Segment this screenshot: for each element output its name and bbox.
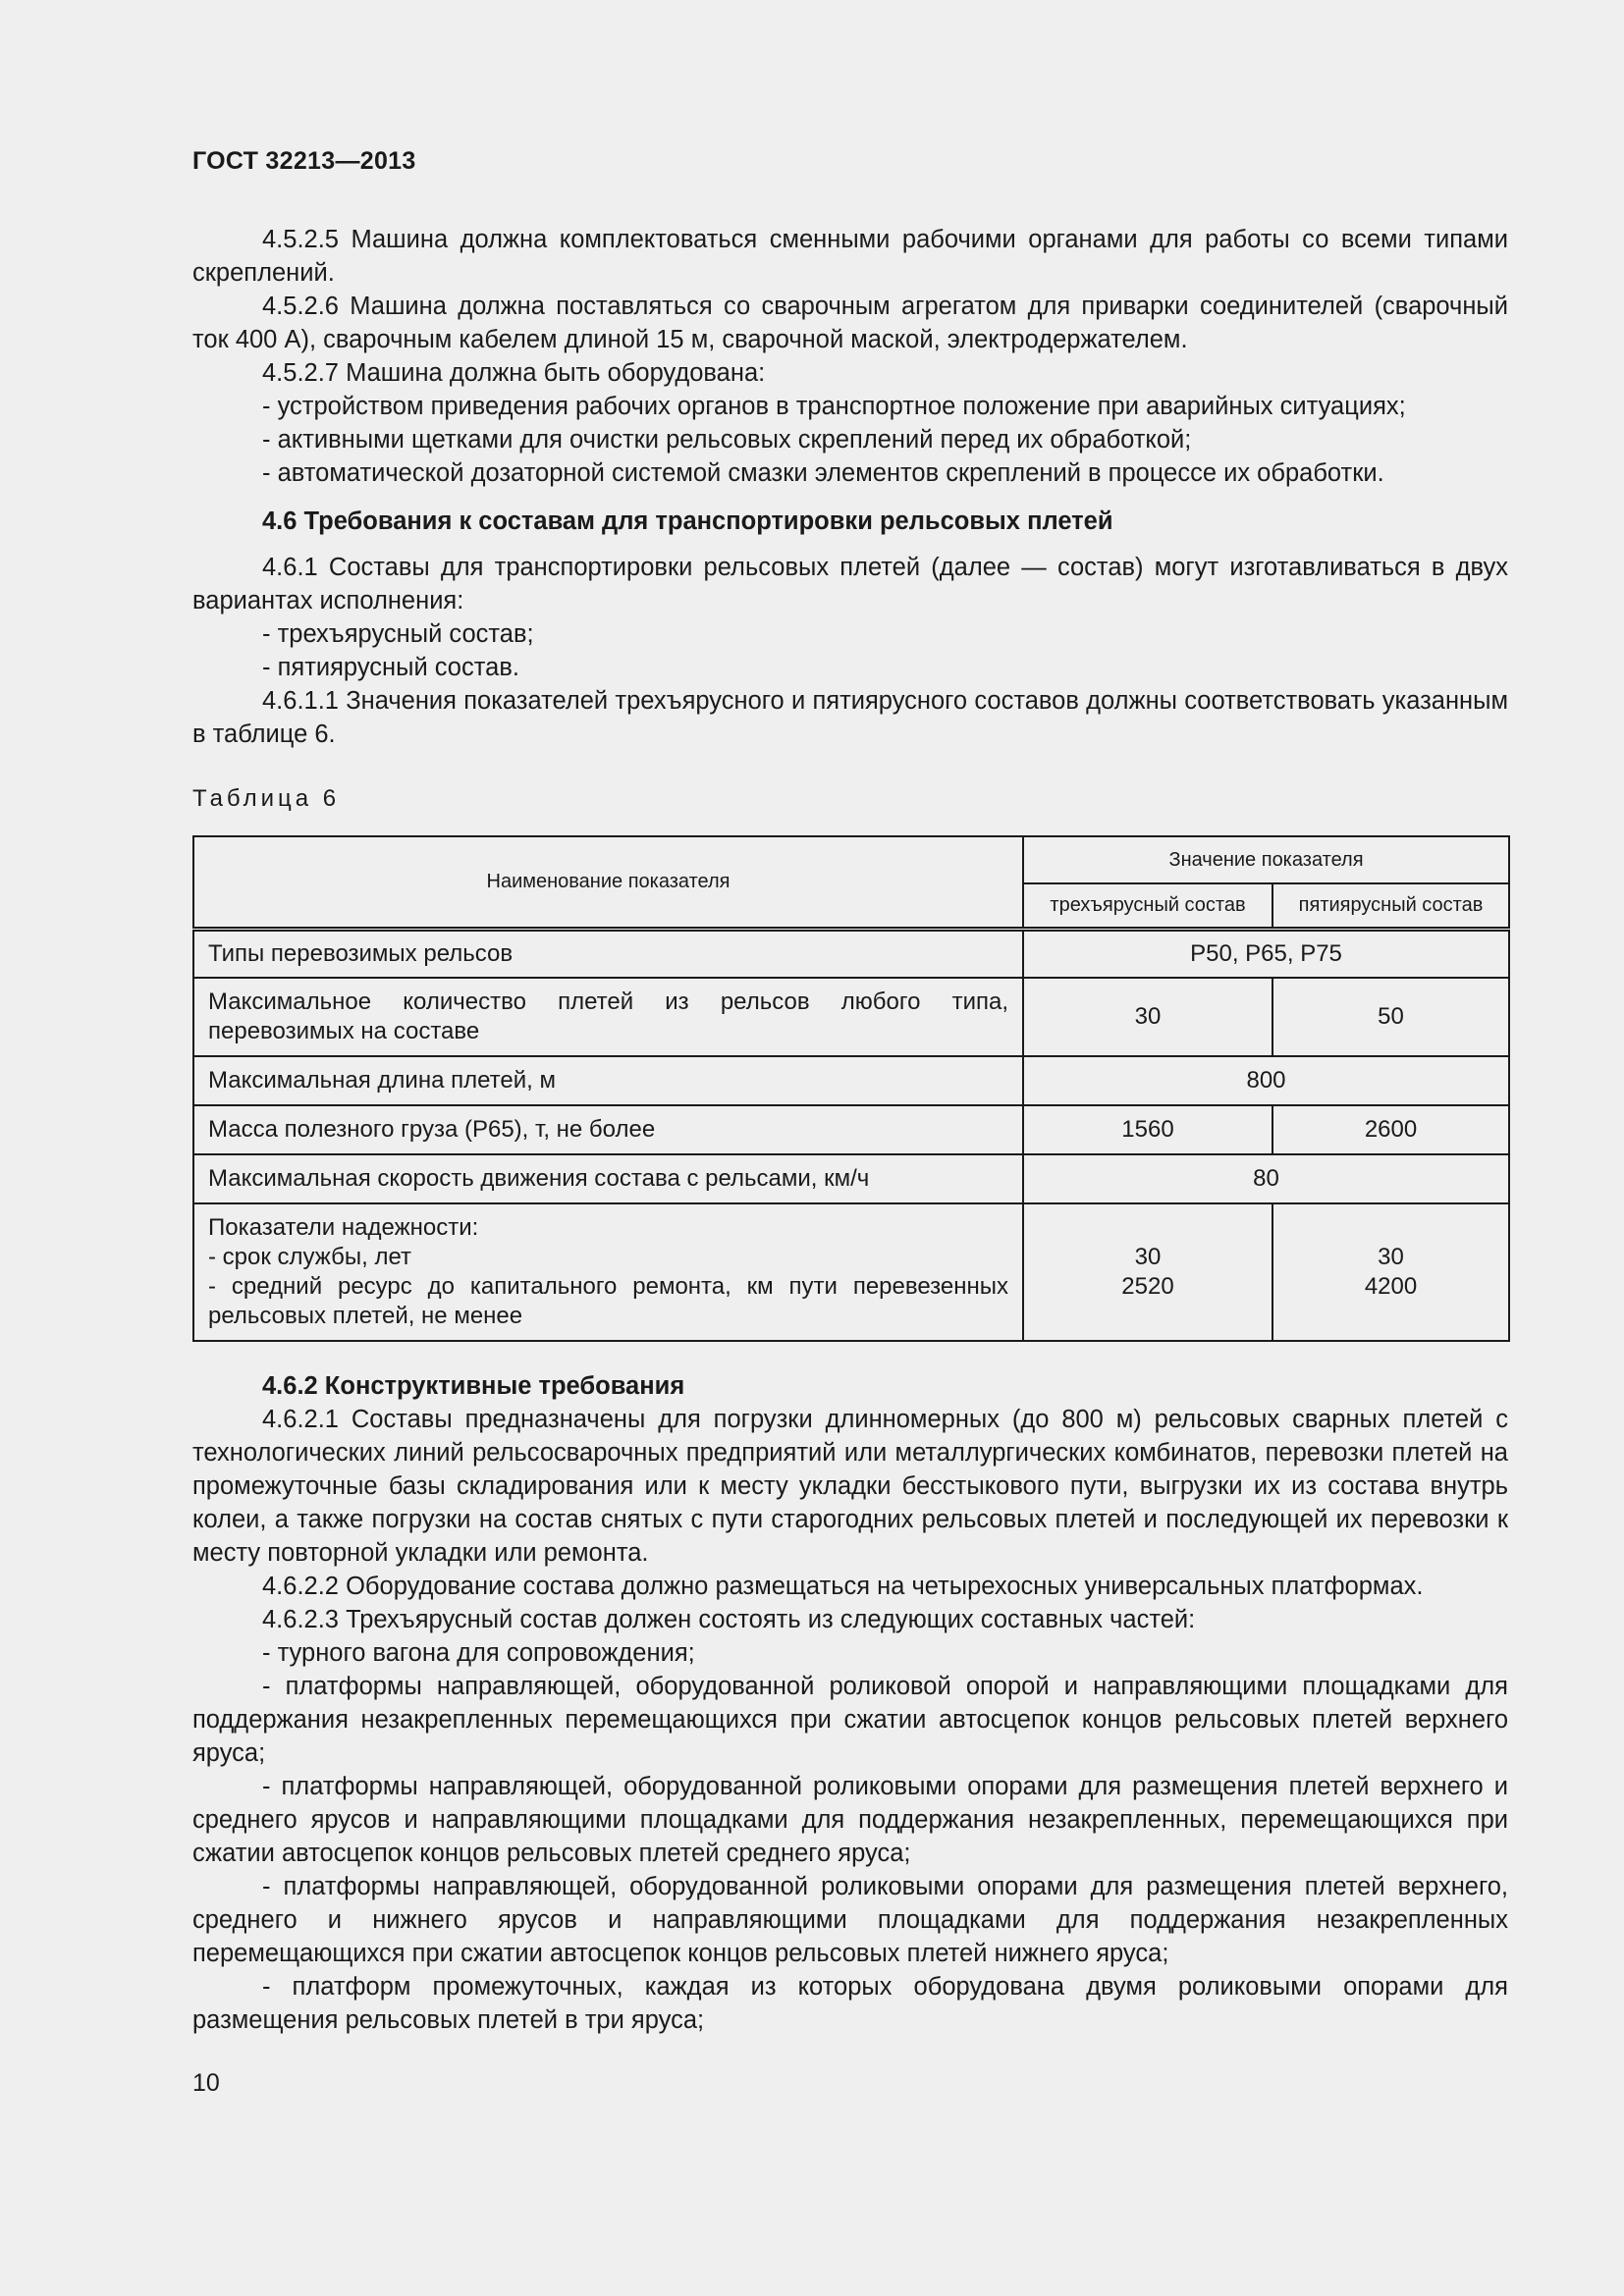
table-header-value: Значение показателя <box>1023 836 1509 883</box>
paragraph-4-5-2-7: 4.5.2.7 Машина должна быть оборудована: <box>262 359 766 387</box>
table-header-5tier: пятиярусный состав <box>1272 883 1509 929</box>
list-item: - автоматической дозаторной системой смазки элементов скреплений в процессе их обработки. <box>262 459 1384 487</box>
list-item: - платформ промежуточных, каждая из которых оборудована двумя роликовыми опорами для размещения рельсовых плетей в три яруса; <box>192 1973 1508 2034</box>
table-cell-value: Р50, Р65, Р75 <box>1023 929 1509 978</box>
list-item: - трехъярусный состав; <box>262 620 534 648</box>
paragraph-4-6-2-2: 4.6.2.2 Оборудование состава должно размещаться на четырехосных универсальных платформах. <box>262 1573 1424 1600</box>
value-resource: 4200 <box>1364 1273 1418 1300</box>
table-cell-name <box>193 1203 1023 1341</box>
list-item: - активными щетками для очистки рельсовых скреплений перед их обработкой; <box>262 426 1192 454</box>
table-cell-value <box>1023 1203 1272 1341</box>
document-header: ГОСТ 32213—2013 <box>192 147 416 175</box>
table-cell-value: 30 <box>1023 978 1272 1056</box>
table-6 <box>192 835 1510 1342</box>
table-cell-value: 2600 <box>1272 1105 1509 1154</box>
list-item: - платформы направляющей, оборудованной роликовыми опорами для размещения плетей верхнего, среднего и нижнего ярусов и направляющими площадками для поддержания незакрепленных перемещающихся при сжатии автосцепок концов рельсовых плетей нижнего яруса; <box>192 1873 1508 1967</box>
table-row <box>193 1056 1509 1105</box>
table-cell-name: Максимальная длина плетей, м <box>193 1056 1023 1105</box>
table-cell-value: 1560 <box>1023 1105 1272 1154</box>
table-row-reliability <box>193 1203 1509 1341</box>
paragraph-4-5-2-5: 4.5.2.5 Машина должна комплектоваться сменными рабочими органами для работы со всеми типами скреплений. <box>192 226 1508 287</box>
paragraph-4-6-1: 4.6.1 Составы для транспортировки рельсовых плетей (далее — состав) могут изготавливаться в двух вариантах исполнения: <box>192 554 1508 614</box>
paragraph-4-6-2-1: 4.6.2.1 Составы предназначены для погрузки длинномерных (до 800 м) рельсовых сварных плетей с технологических линий рельсосварочных предприятий или металлургических комбинатов, перевозки плетей на промежуточные базы складирования или к месту укладки бесстыкового пути, выгрузки их из состава внутрь колеи, а также погрузки на состав снятых с пути старогодних рельсовых плетей и последующей их перевозки к месту повторной укладки или ремонта. <box>192 1406 1508 1567</box>
list-item: - пятиярусный состав. <box>262 654 519 681</box>
value-service-life: 30 <box>1378 1244 1404 1270</box>
table-cell-name: Максимальная скорость движения состава с рельсами, км/ч <box>193 1154 1023 1203</box>
table-row <box>193 1154 1509 1203</box>
table-header-3tier: трехъярусный состав <box>1023 883 1272 929</box>
table-cell-name: Типы перевозимых рельсов <box>193 929 1023 978</box>
table-cell-value: 800 <box>1023 1056 1509 1105</box>
page-number: 10 <box>192 2069 220 2097</box>
page-content <box>192 223 1508 2037</box>
paragraph-4-6-1-1: 4.6.1.1 Значения показателей трехъярусного и пятиярусного составов должны соответствовать указанным в таблице 6. <box>192 687 1508 748</box>
table-header-name: Наименование показателя <box>193 836 1023 929</box>
table-cell-name: Максимальное количество плетей из рельсов любого типа, перевозимых на составе <box>193 978 1023 1056</box>
section-title-4-6: 4.6 Требования к составам для транспортировки рельсовых плетей <box>262 507 1113 535</box>
reliability-title: Показатели надежности: <box>208 1214 479 1241</box>
paragraph-4-6-2-3: 4.6.2.3 Трехъярусный состав должен состоять из следующих составных частей: <box>262 1606 1196 1633</box>
list-item: - турного вагона для сопровождения; <box>262 1639 695 1667</box>
value-resource: 2520 <box>1121 1273 1174 1300</box>
value-service-life: 30 <box>1134 1244 1162 1270</box>
table-row <box>193 1105 1509 1154</box>
list-item: - платформы направляющей, оборудованной роликовой опорой и направляющими площадками для поддержания незакрепленных перемещающихся при сжатии автосцепок концов рельсовых плетей верхнего яруса; <box>192 1673 1508 1767</box>
paragraph-4-5-2-6: 4.5.2.6 Машина должна поставляться со сварочным агрегатом для приварки соединителей (сварочный ток 400 А), сварочным кабелем длиной 15 м, сварочной маской, электродержателем. <box>192 293 1508 353</box>
reliability-item-service-life: - срок службы, лет <box>208 1244 411 1270</box>
list-item: - устройством приведения рабочих органов в транспортное положение при аварийных ситуациях; <box>262 393 1406 420</box>
table-cell-name: Масса полезного груза (Р65), т, не более <box>193 1105 1023 1154</box>
table-caption: Таблица 6 <box>192 785 341 812</box>
table-row <box>193 978 1509 1056</box>
table-cell-value: 80 <box>1023 1154 1509 1203</box>
table-cell-value: 50 <box>1272 978 1509 1056</box>
table-cell-value <box>1272 1203 1509 1341</box>
reliability-item-resource: - средний ресурс до капитального ремонта, км пути перевезенных рельсовых плетей, не менее <box>208 1273 1008 1329</box>
list-item: - платформы направляющей, оборудованной роликовыми опорами для размещения плетей верхнего и среднего ярусов и направляющими площадками для поддержания незакрепленных, перемещающихся при сжатии автосцепок концов рельсовых плетей среднего яруса; <box>192 1773 1508 1867</box>
table-row <box>193 929 1509 978</box>
section-title-4-6-2: 4.6.2 Конструктивные требования <box>262 1372 685 1400</box>
